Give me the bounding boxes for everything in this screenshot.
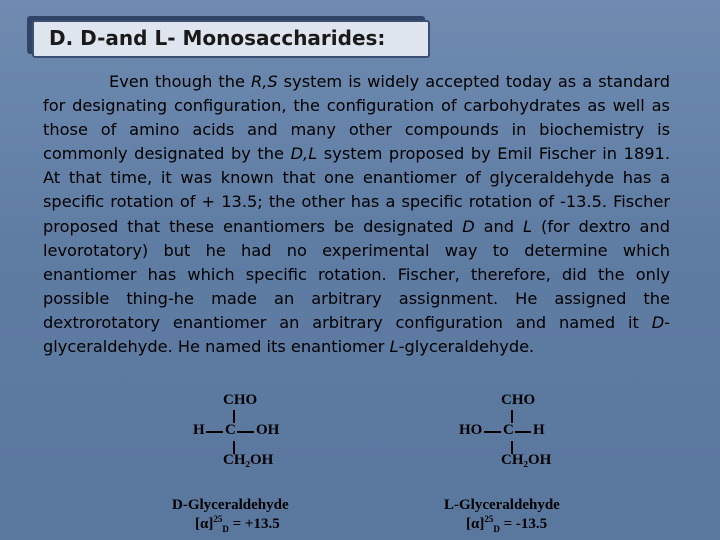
d-rotation-line: D xyxy=(222,524,229,534)
l-right-group: H xyxy=(533,422,545,438)
l-rotation-value: = -13.5 xyxy=(503,516,548,532)
l-left-bond xyxy=(484,431,501,433)
slide-title: D. D-and L- Monosaccharides: xyxy=(49,26,386,50)
paragraph-italic-run: D,L xyxy=(290,144,318,164)
d-glyceraldehyde-name: D-Glyceraldehyde xyxy=(172,497,289,513)
paragraph-italic-run: D xyxy=(651,312,665,332)
paragraph-italic-run: R,S xyxy=(250,72,278,91)
paragraph-run: and xyxy=(474,216,524,236)
d-specific-rotation xyxy=(195,514,280,534)
d-top-group: CHO xyxy=(223,392,258,408)
d-bottom-group: CH₂OH xyxy=(223,452,274,468)
paragraph-run: (for dextro and levorotatory) but he had no experimental way to determine which enantiomer has which specific rotation. Fischer, therefore, did the only possible thing-he made an arbitrary assignment. He assigned the dextrorotatory enantiomer an arbitrary configuration and named it xyxy=(43,216,670,332)
paragraph-italic-run: D xyxy=(462,216,475,236)
d-center-atom: C xyxy=(225,422,236,438)
l-bottom-group: CH₂OH xyxy=(501,452,552,468)
l-top-group: CHO xyxy=(501,392,536,408)
paragraph-run: system is widely accepted today as a standard for designating configuration, the configuration of carbohydrates as well as those of amino acids and many other compounds in biochemistry is commonly designated by the xyxy=(43,72,670,164)
paragraph-run: Even though the xyxy=(109,72,251,91)
l-right-bond xyxy=(515,431,531,433)
l-center-atom: C xyxy=(503,422,514,438)
d-rotation-symbol: [α] xyxy=(195,516,214,532)
paragraph-run: system proposed by Emil Fischer in 1891. At that time, it was known that one enantiomer of glyceraldehyde has a specific rotation of + 13.5; the other has a specific rotation of -13.5. Fischer proposed that these enantiomers be designated xyxy=(43,144,670,236)
d-right-group: OH xyxy=(256,422,280,438)
paragraph-run: -glyceraldehyde. xyxy=(398,337,535,357)
l-rotation-line: D xyxy=(493,524,500,534)
l-left-group: HO xyxy=(459,422,483,438)
d-right-bond xyxy=(237,431,254,433)
l-specific-rotation xyxy=(466,514,547,534)
paragraph-italic-run: L xyxy=(523,216,533,236)
paragraph-italic-run: L xyxy=(389,337,399,357)
d-rotation-temp: 25 xyxy=(213,514,223,524)
body-paragraph xyxy=(43,70,670,359)
slide-title-box xyxy=(32,20,430,58)
paragraph-run: -glyceraldehyde. He named its enantiomer xyxy=(43,312,670,357)
l-rotation-symbol: [α] xyxy=(466,516,485,532)
d-rotation-value: = +13.5 xyxy=(232,516,280,532)
d-glyceraldehyde-structure xyxy=(190,388,310,478)
d-left-group: H xyxy=(193,422,205,438)
l-rotation-temp: 25 xyxy=(484,514,494,524)
d-left-bond xyxy=(206,431,223,433)
body-paragraph-text xyxy=(43,70,670,359)
l-glyceraldehyde-name: L-Glyceraldehyde xyxy=(444,497,560,513)
l-glyceraldehyde-structure xyxy=(458,388,578,478)
